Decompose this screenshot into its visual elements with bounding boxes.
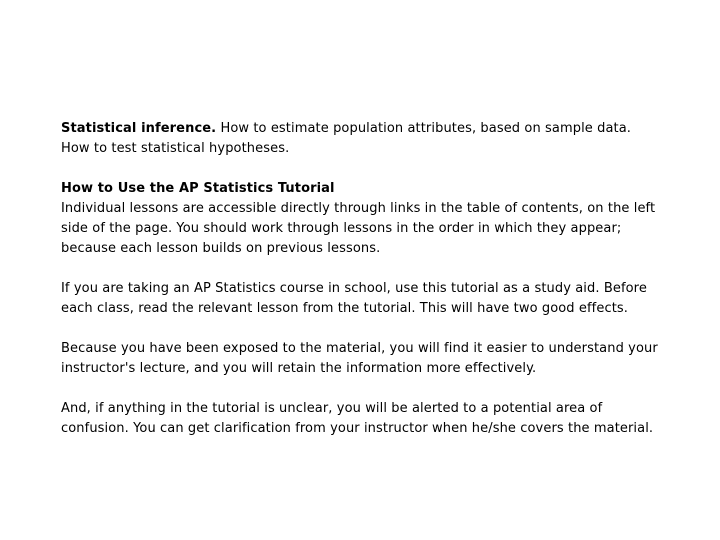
- inference-paragraph: [61, 119, 661, 159]
- inference-lead: Statistical inference.: [61, 121, 217, 136]
- clarification-paragraph: And, if anything in the tutorial is unclear, you will be alerted to a potential area of confusion. You can get clarification from your instructor when he/she covers the material.: [61, 401, 654, 436]
- inference-text: How to estimate population attributes, based on sample data. How to test statistical hypotheses.: [61, 121, 632, 156]
- howto-section: [61, 179, 661, 259]
- text-body: [61, 119, 661, 439]
- howto-heading: How to Use the AP Statistics Tutorial: [61, 181, 335, 196]
- exposure-paragraph: Because you have been exposed to the material, you will find it easier to understand your instructor's lecture, and you will retain the information more effectively.: [61, 341, 658, 376]
- study-aid-paragraph: If you are taking an AP Statistics course in school, use this tutorial as a study aid. Before each class, read the relevant lesson from the tutorial. This will have two good effects.: [61, 281, 647, 316]
- howto-text: Individual lessons are accessible directly through links in the table of contents, on the left side of the page. You should work through lessons in the order in which they appear; because each lesson builds on previous lessons.: [61, 201, 656, 256]
